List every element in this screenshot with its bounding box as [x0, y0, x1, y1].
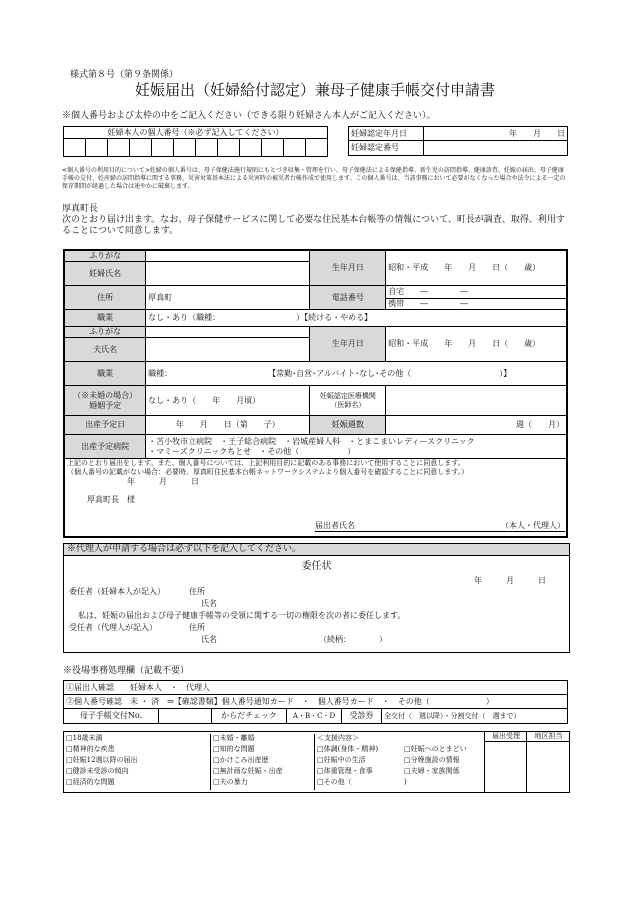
furigana-input[interactable]	[146, 250, 310, 262]
abcd: A・B・C・D	[287, 709, 342, 724]
dob-value[interactable]: 昭和・平成 年 月 日（ 歳）	[386, 250, 567, 286]
unmarried-note: （※未婚の場合）	[73, 390, 138, 400]
marriage-plan: 婚姻予定	[89, 400, 122, 410]
phone-label: 電話番号	[310, 286, 386, 310]
mynumber-digit[interactable]	[107, 139, 129, 157]
mynumber-digit[interactable]	[261, 139, 283, 157]
agent-label: 受任者（代理人が記入）	[69, 623, 157, 632]
proxy-section	[63, 543, 570, 653]
mobile-label: 携帯	[388, 299, 405, 308]
weeks-label: 妊娠週数	[310, 416, 386, 435]
hospital-label: 出産予定病院	[64, 435, 146, 459]
home-dash: ― ―	[420, 287, 469, 296]
proxy-statement: 私は、妊娠の届出および母子健康手帳等の受領に関する一切の権限を次の者に委任します。	[78, 611, 406, 620]
checklist-item[interactable]: □妊娠中の生活	[317, 756, 366, 764]
mynumber-digit[interactable]	[239, 139, 261, 157]
mynumber-digit[interactable]	[305, 139, 327, 157]
marriage-label	[64, 386, 146, 416]
mynumber-digit[interactable]	[151, 139, 173, 157]
privacy-note: <個人番号の利用目的について>妊婦の個人番号は、母子保健法施行規則にもとづき収集・管理を行い、母子保健法による保健指導、新生児の訪問指導、健康診査、妊娠の届出、母子健康手帳の交付、妊産婦の訪問指導に関する事務、災害対策基本法による災害時の被災者台帳作成で使用します。この個人番号は、当該事務において必要がなくなった場合や法令による一定の保存期間が経過した場合は速やかに破棄します。	[62, 167, 566, 190]
cert-number-label: 妊婦認定番号	[349, 141, 424, 156]
accept-box	[484, 732, 527, 792]
submitter-role: （本人・代理人）	[501, 520, 565, 530]
checklist-col3	[314, 734, 378, 790]
husband-name-label: 夫氏名	[64, 338, 146, 362]
agreement-2: （個人番号の記載がない場合：必要時、厚真町住民基本台帳ネットワークシステムより個人番号を確認することに同意します。）	[67, 468, 469, 476]
clinic-label: 妊娠認定医療機関 （医師名）	[310, 386, 386, 416]
issue-type	[382, 709, 568, 724]
occupation-label: 職業	[64, 310, 146, 327]
husband-name-input[interactable]	[146, 338, 310, 362]
husband-dob-value[interactable]: 昭和・平成 年 月 日（ 歳）	[386, 327, 567, 362]
pregnant-name-label: 妊婦氏名	[64, 262, 146, 286]
addressee: 厚真町長	[62, 204, 99, 214]
office-checklist	[63, 731, 570, 793]
checklist-item[interactable]: □その他（	[317, 778, 352, 786]
staff-label: 地区担当	[527, 732, 570, 742]
mynumber-digit[interactable]	[217, 139, 239, 157]
mynumber-digit[interactable]	[173, 139, 195, 157]
cert-date-value: 年 月 日	[424, 127, 568, 141]
husband-furigana-label: ふりがな	[64, 327, 146, 338]
checklist-item[interactable]: □夫の暴力	[213, 778, 248, 786]
delegator-name[interactable]: 氏名	[201, 599, 217, 608]
cert-date-label: 妊婦認定年月日	[349, 127, 424, 141]
mynumber-digit[interactable]	[85, 139, 107, 157]
weeks-value[interactable]: 週（ 月）	[386, 416, 567, 435]
mynumber-table	[63, 126, 328, 157]
submitter-line[interactable]	[315, 521, 565, 532]
partial-issue: ・分割交付（ 週まで）	[443, 711, 521, 720]
office-row2: ②個人番号確認 未 ・ 済 ⇒【確認書類】個人番号通知カード ・ 個人番号カード ・ その他（ ）	[64, 695, 568, 709]
pregnant-name-input[interactable]	[146, 262, 310, 286]
mynumber-digit[interactable]	[64, 139, 86, 157]
husband-occupation-label: 職業	[64, 362, 146, 386]
due-date-label: 出産予定日	[64, 416, 146, 435]
dob-label: 生年月日	[310, 250, 386, 286]
consent-text: 次のとおり届け出ます。なお、母子保健サービスに関して必要な住民基本台帳等の情報について、町長が調査、取得、利用することについて同意します。	[62, 215, 565, 236]
staff-box	[526, 732, 570, 792]
page-title: 妊娠届出（妊婦給付認定）兼母子健康手帳交付申請書	[134, 81, 495, 99]
full-issue: 全交付（ 週以降）	[384, 711, 444, 720]
checklist-item[interactable]: □18歳未満	[66, 734, 103, 742]
agent-address[interactable]: 住所	[189, 623, 205, 632]
agent-name[interactable]: 氏名	[201, 635, 217, 644]
checklist-item[interactable]: □体重管理・食事	[317, 767, 373, 775]
mynumber-digit[interactable]	[283, 139, 305, 157]
furigana-label: ふりがな	[64, 250, 146, 262]
checklist-item[interactable]: □分娩施設の情報	[404, 756, 460, 764]
address-label: 住所	[64, 286, 146, 310]
ticket: 受診券	[342, 709, 382, 724]
agreement-1: 上記のとおり届出をします。また、個人番号については、上記利用目的に記載のある事務において使用することに同意します。	[67, 459, 465, 467]
cert-number-value[interactable]	[424, 141, 568, 156]
agent-relation[interactable]: （続柄： ）	[319, 635, 387, 644]
checklist-item[interactable]: □知的な問題	[213, 745, 255, 753]
home-label: 自宅	[388, 287, 405, 296]
checklist-item[interactable]: □かけこみ出産歴	[213, 756, 269, 764]
checklist-col4	[404, 734, 467, 789]
checklist-item[interactable]: □妊娠12週以降の届出	[66, 756, 138, 764]
checklist-item[interactable]: □妊娠へのとまどい	[404, 745, 467, 753]
office-table	[63, 680, 568, 724]
proxy-title: 委任状	[301, 561, 332, 572]
mynumber-digit[interactable]	[195, 139, 217, 157]
address-value[interactable]: 厚真町	[146, 286, 310, 310]
hospital-line2: ・マミーズクリニックちとせ ・その他（ ）	[148, 446, 356, 456]
checklist-item[interactable]: □経済的な問題	[66, 778, 115, 786]
marriage-value[interactable]: なし・あり（ 年 月頃）	[146, 386, 310, 416]
accept-label: 届出受理	[485, 732, 527, 742]
husband-furigana-input[interactable]	[146, 327, 310, 338]
hospital-options[interactable]	[146, 435, 567, 459]
delegator-address[interactable]: 住所	[189, 587, 205, 596]
mynumber-label: 妊婦本人の個人番号（※必ず記入してください）	[64, 127, 328, 139]
checklist-item[interactable]: )	[404, 778, 407, 786]
form-number: 様式第８号（第９条関係）	[70, 70, 179, 80]
office-header: ※役場事務処理欄（記載不要）	[63, 666, 190, 676]
checklist-col2	[210, 734, 283, 790]
checklist-item[interactable]: □夫婦・家族関係	[404, 767, 460, 775]
hospital-line1: ・苫小牧市立病院 ・王子総合病院 ・岩城産婦人科 ・とまこまいレディースクリニック	[148, 436, 475, 446]
delegator-label: 委任者（妊婦本人が記入）	[69, 587, 165, 596]
checklist-item[interactable]	[404, 734, 467, 745]
checklist-col1	[66, 734, 138, 789]
checklist-item[interactable]: □体調(身体・精神)	[317, 745, 379, 753]
checklist-item[interactable]: □無計画な妊娠・出産	[213, 767, 283, 775]
submitter-label: 届出者氏名	[315, 520, 355, 530]
to-mayor: 厚真町長 様	[87, 495, 135, 504]
date-line: 年 月 日	[127, 477, 199, 486]
main-form	[63, 249, 568, 538]
checklist-item[interactable]: □健診未受診の傾向	[66, 767, 129, 775]
mynumber-digit[interactable]	[129, 139, 151, 157]
handbook-no: 母子手帳交付No.	[64, 709, 159, 724]
handbook-no-input[interactable]	[159, 709, 212, 724]
checklist-item[interactable]: □未婚・離婚	[213, 734, 255, 742]
mobile-dash: ― ―	[420, 299, 469, 308]
due-date-value[interactable]: 年 月 日（第 子）	[146, 416, 310, 435]
cert-table	[348, 126, 568, 156]
body-check: からだチェック	[212, 709, 287, 724]
proxy-header: ※代理人が申請する場合は必ず以下を記入してください。	[64, 544, 569, 556]
mobile-phone[interactable]	[386, 299, 567, 310]
occupation-value[interactable]: なし・あり（職種： ）【続ける・やめる】	[146, 310, 567, 327]
office-row1: ①届出人確認 妊婦本人 ・ 代理人	[64, 681, 568, 695]
home-phone[interactable]	[386, 286, 567, 299]
instruction: ※個人番号および太枠の中をご記入ください（できる限り妊婦さん本人がご記入ください）。	[62, 111, 436, 121]
husband-dob-label: 生年月日	[310, 327, 386, 362]
agreement-cell	[64, 459, 567, 537]
checklist-item[interactable]: ＜支援内容＞	[317, 734, 359, 742]
clinic-input[interactable]	[386, 386, 567, 416]
checklist-item[interactable]: □精神的な疾患	[66, 745, 115, 753]
husband-occupation-value[interactable]: 職種： 【常勤･自営･アルバイト･なし･その他（ ）】	[146, 362, 567, 386]
proxy-date: 年 月 日	[474, 576, 546, 585]
